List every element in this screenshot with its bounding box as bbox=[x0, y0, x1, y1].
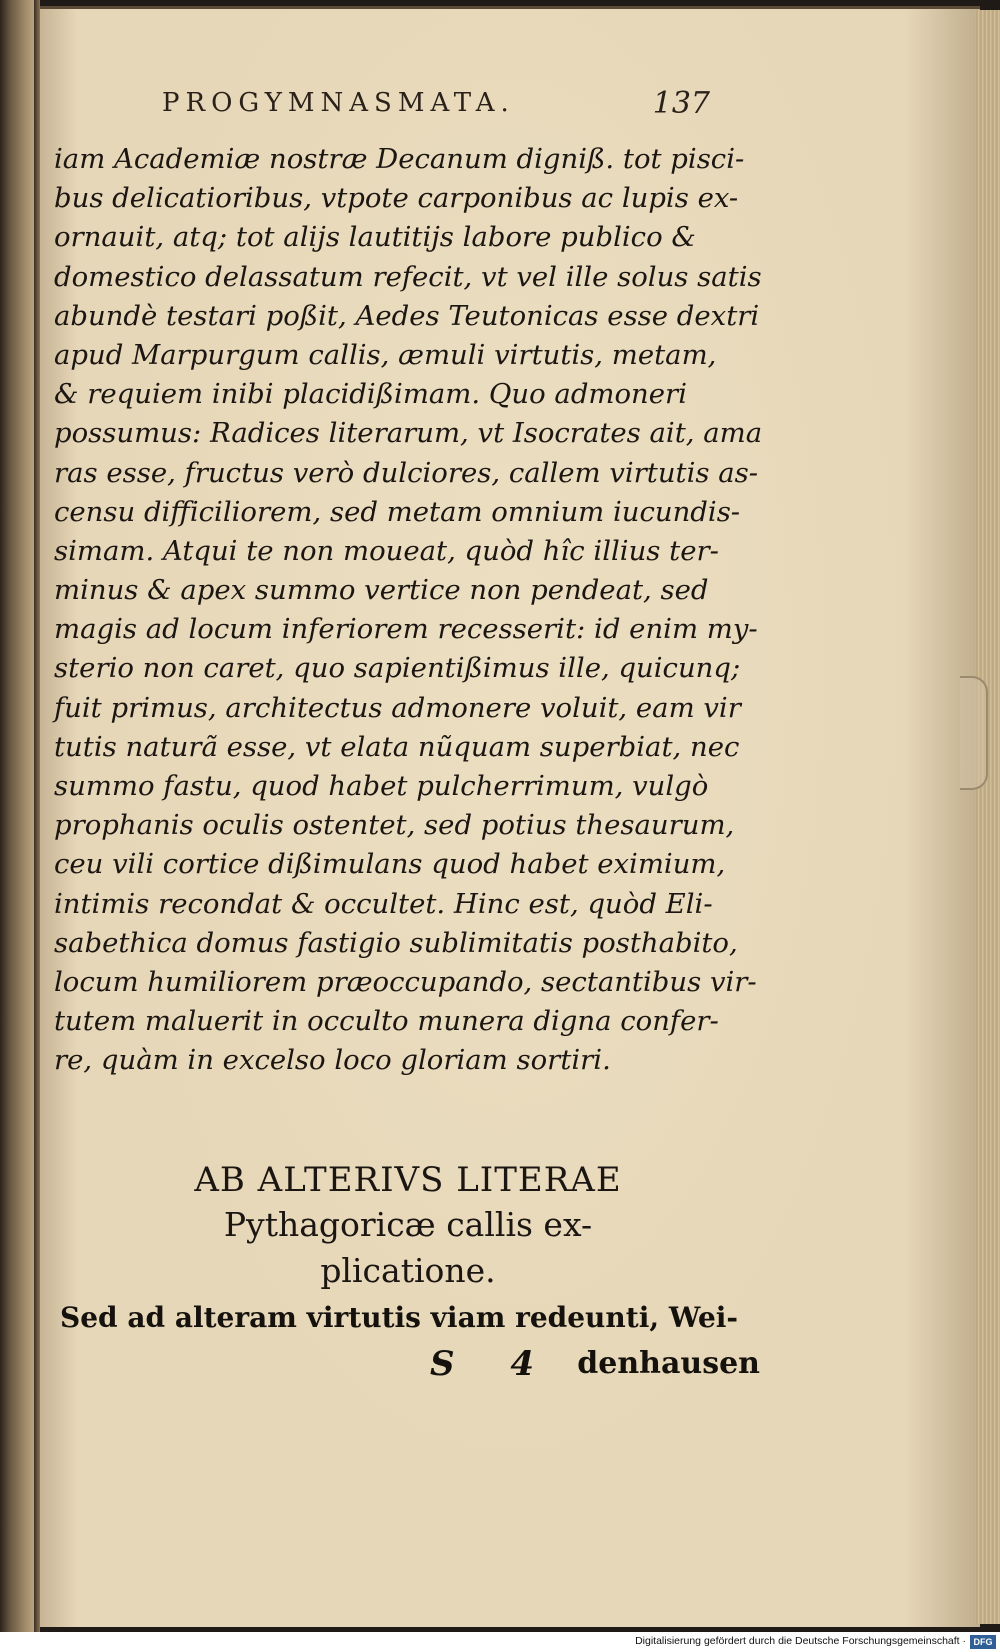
running-title: PROGYMNASMATA. bbox=[162, 88, 515, 118]
page-number: 137 bbox=[652, 86, 710, 121]
text-line: locum humiliorem præoccupando, sectantibus vir- bbox=[54, 965, 757, 998]
text-line: bus delicatioribus, vtpote carponibus ac lupis ex- bbox=[54, 182, 739, 215]
page-clip-mark bbox=[960, 676, 988, 790]
page-fore-edge bbox=[975, 10, 1000, 1624]
text-line: tutis naturã esse, vt elata nũquam superbiat, nec bbox=[54, 730, 740, 763]
section-heading-line: Pythagoricæ callis ex- bbox=[223, 1205, 593, 1244]
text-line: re, quàm in excelso loco gloriam sortiri. bbox=[54, 1044, 611, 1077]
text-line: possumus: Radices literarum, vt Isocrates ait, ama bbox=[54, 417, 763, 450]
signature-mark: S 4 bbox=[430, 1344, 557, 1384]
dfg-logo-icon: DFG bbox=[970, 1635, 996, 1649]
text-line: ras esse, fructus verò dulciores, callem virtutis as- bbox=[54, 456, 759, 489]
text-line: sabethica domus fastigio sublimitatis posthabito, bbox=[54, 926, 738, 959]
blackletter-line: Sed ad alteram virtutis viam redeunti, Wei- bbox=[60, 1301, 739, 1334]
text-line: prophanis oculis ostentet, sed potius thesaurum, bbox=[54, 809, 735, 842]
digitization-credit-bar bbox=[0, 1632, 1000, 1652]
text-line: summo fastu, quod habet pulcherrimum, vulgò bbox=[54, 770, 709, 802]
digitization-credit-text: Digitalisierung gefördert durch die Deutsche Forschungsgemeinschaft · bbox=[635, 1635, 966, 1647]
text-line: & requiem inibi placidißimam. Quo admoneri bbox=[54, 378, 687, 411]
section-heading bbox=[128, 1158, 688, 1294]
text-line: ornauit, atq; tot aliјs lautitiјs labore publico & bbox=[54, 221, 696, 254]
section-heading-line: AB ALTERIVS LITERAE bbox=[194, 1160, 622, 1200]
text-line: magis ad locum inferiorem recesserit: id enim my- bbox=[54, 613, 758, 646]
text-line: tutem maluerit in occulto munera digna confer- bbox=[54, 1005, 719, 1038]
text-line: intimis recondat & occultet. Hinc est, quòd Eli- bbox=[54, 887, 713, 920]
text-line: sterio non caret, quo sapientißimus ille, quicunq; bbox=[54, 652, 741, 685]
text-line: simam. Atqui te non moueat, quòd hîc illius ter- bbox=[54, 534, 719, 567]
text-line: minus & apex summo vertice non pendeat, sed bbox=[54, 574, 709, 607]
facing-page-edge bbox=[0, 0, 36, 1632]
catchword: denhausen bbox=[577, 1346, 760, 1381]
text-line: censu difficiliorem, sed metam omnium iucundis- bbox=[54, 495, 741, 528]
text-line: abundè testari poßit, Aedes Teutonicas esse dextri bbox=[54, 299, 760, 332]
section-heading-line: plicatione. bbox=[320, 1251, 496, 1290]
text-line: ceu vili cortice dißimulans quod habet eximium, bbox=[54, 848, 726, 881]
page-header bbox=[150, 88, 710, 128]
text-line: fuit primus, architectus admonere voluit, eam vir bbox=[54, 691, 741, 724]
page-footer bbox=[430, 1344, 760, 1394]
text-line: apud Marpurgum callis, æmuli virtutis, metam, bbox=[54, 338, 717, 371]
text-line: iam Academiæ nostræ Decanum digniß. tot pisci- bbox=[54, 143, 745, 175]
body-text bbox=[54, 140, 763, 1081]
text-line: domestico delassatum refecit, vt vel ille solus satis bbox=[54, 260, 762, 293]
